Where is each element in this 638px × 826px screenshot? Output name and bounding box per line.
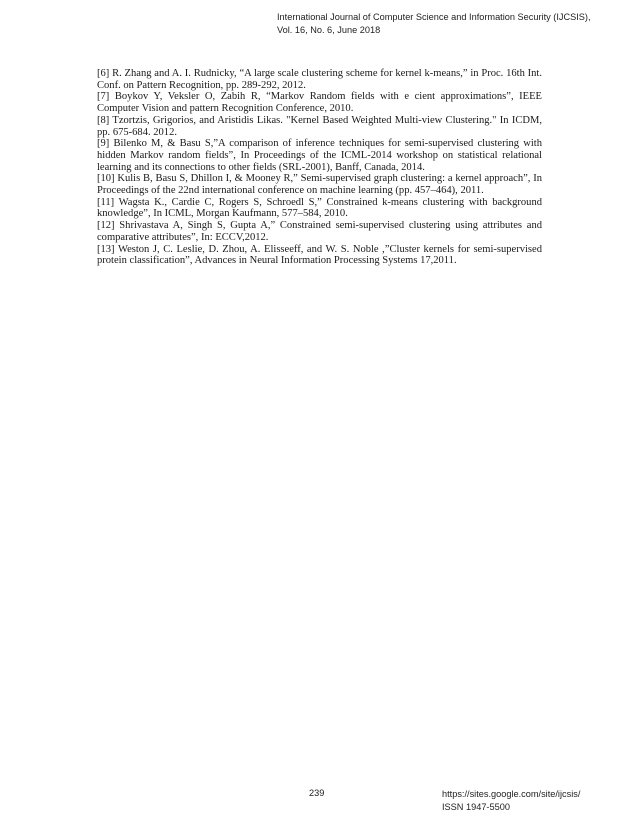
reference-8: [8] Tzortzis, Grigorios, and Aristidis Likas. "Kernel Based Weighted Multi-view Clustering." In ICDM, pp. 675-684. 2012. (97, 114, 542, 138)
journal-header (277, 11, 591, 36)
page-number: 239 (309, 788, 325, 798)
reference-10: [10] Kulis B, Basu S, Dhillon I, & Mooney R,” Semi-supervised graph clustering: a kernel approach”, In Proceedings of the 22nd international conference on machine learning (pp. 457–464), 2011. (97, 173, 542, 197)
journal-header-title: International Journal of Computer Science and Information Security (IJCSIS), (277, 12, 591, 22)
reference-6: [6] R. Zhang and A. I. Rudnicky, “A large scale clustering scheme for kernel k-means,” in Proc. 16th Int. Conf. on Pattern Recognition, pp. 289-292, 2012. (97, 68, 542, 91)
reference-12: [12] Shrivastava A, Singh S, Gupta A,” Constrained semi-supervised clustering using attributes and comparative attributes”, In: ECCV,2012. (97, 220, 542, 243)
footer-url: https://sites.google.com/site/ijcsis/ (442, 789, 581, 799)
reference-13: [13] Weston J, C. Leslie, D. Zhou, A. Elisseeff, and W. S. Noble ,”Cluster kernels for semi-supervised protein classification”, Advances in Neural Information Processing Systems 17,2011. (97, 243, 542, 267)
footer-issn: ISSN 1947-5500 (442, 801, 510, 812)
journal-header-volume: Vol. 16, No. 6, June 2018 (277, 24, 381, 35)
footer-info (442, 788, 580, 813)
reference-9: [9] Bilenko M, & Basu S,”A comparison of inference techniques for semi-supervised clustering with hidden Markov random fields”, In Proceedings of the ICML-2014 workshop on statistical relational learning and its connections to other fields (SRL-2001), Banff, Canada, 2014. (97, 138, 542, 173)
reference-list (97, 68, 542, 267)
reference-7: [7] Boykov Y, Veksler O, Zabih R, “Markov Random fields with e cient approximations”, IEEE Computer Vision and pattern Recognition Conference, 2010. (97, 91, 542, 115)
reference-11: [11] Wagsta K., Cardie C, Rogers S, Schroedl S,” Constrained k-means clustering with background knowledge”, In ICML, Morgan Kaufmann, 577–584, 2010. (97, 196, 542, 220)
